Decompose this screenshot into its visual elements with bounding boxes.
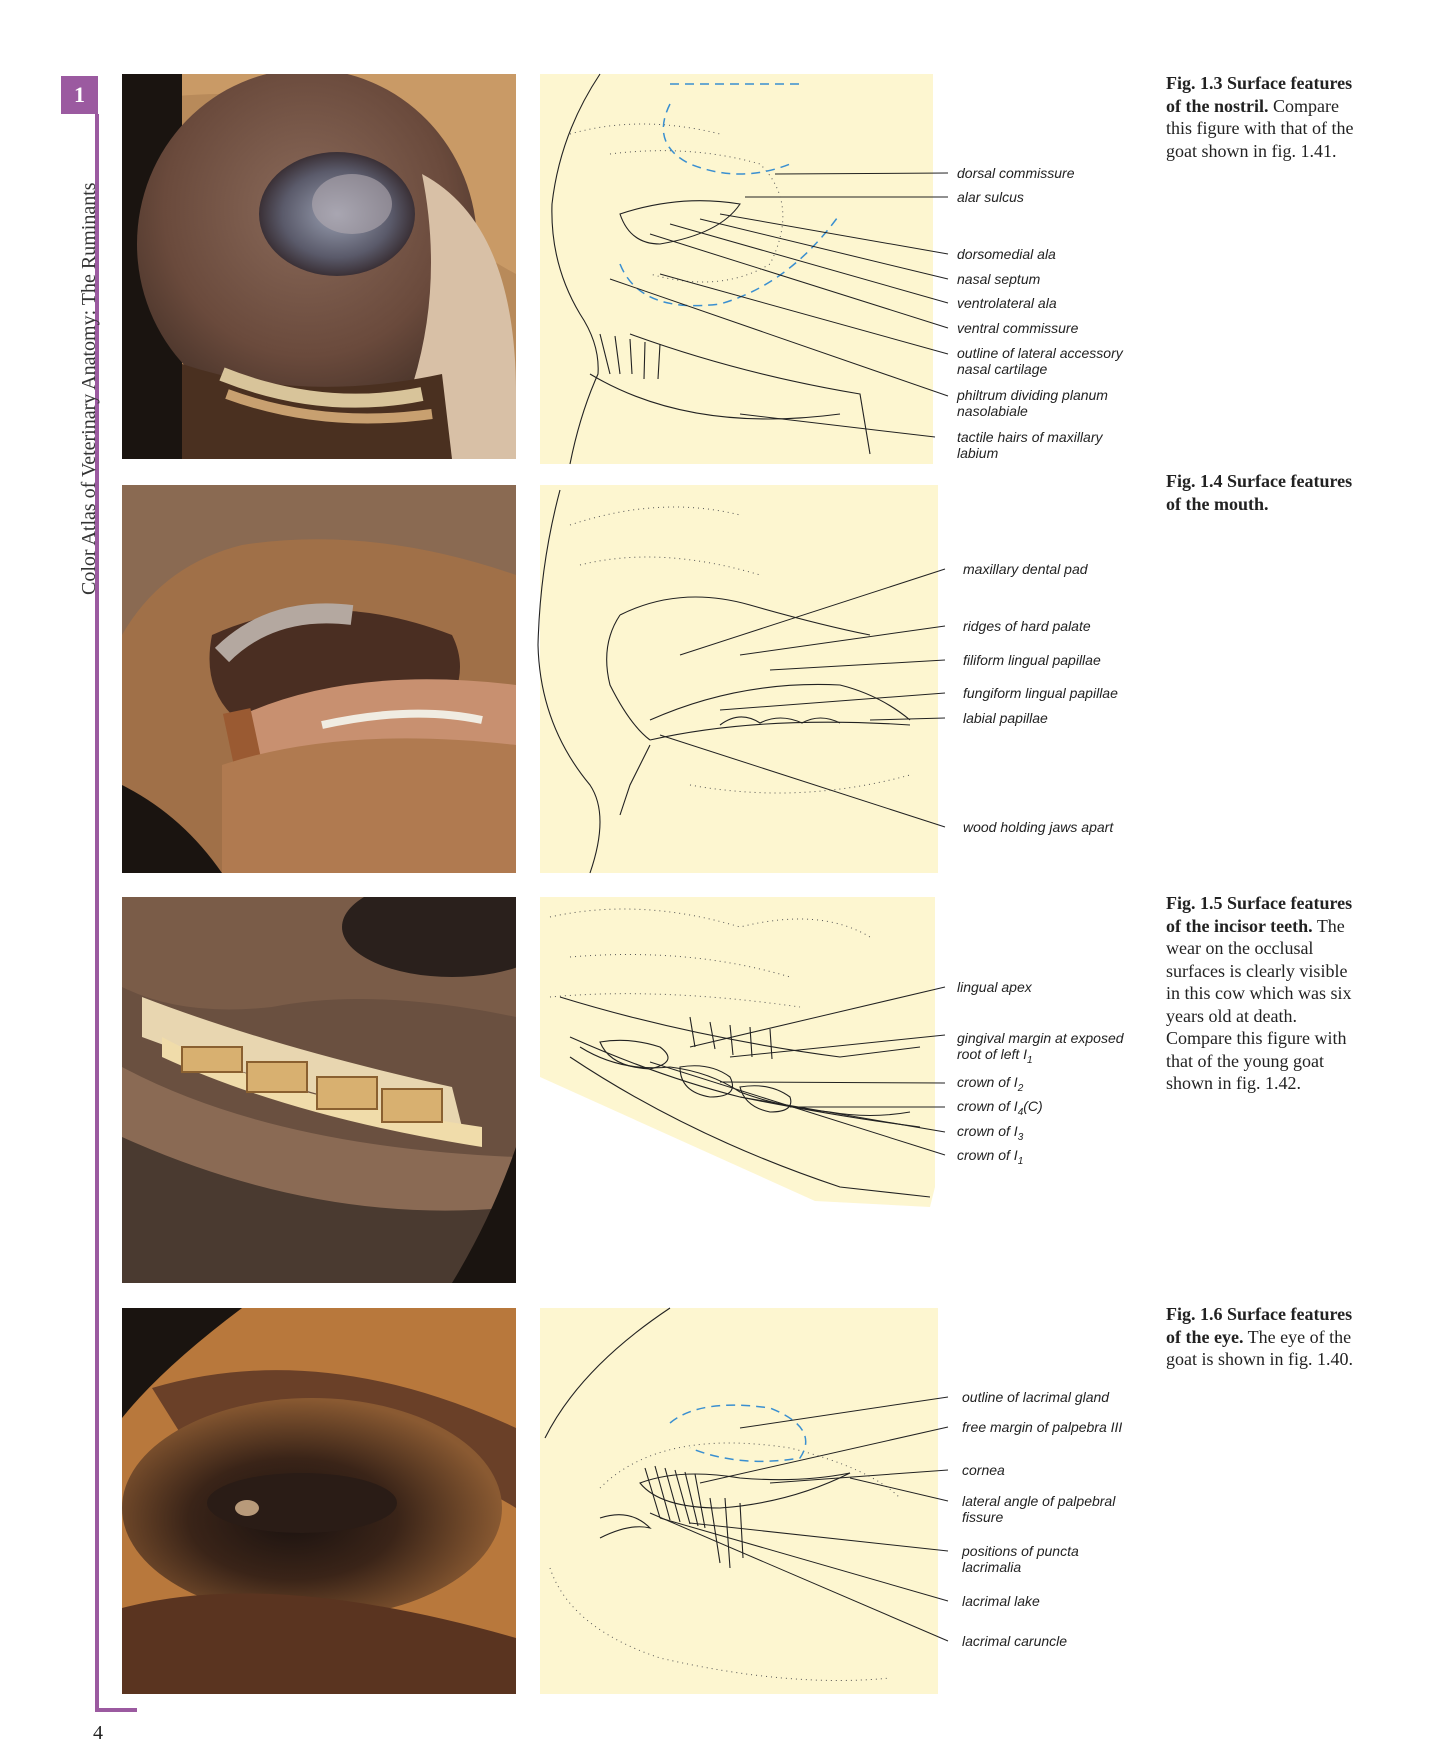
label-crown-i4c: [957, 1098, 1043, 1118]
drawing-incisors: [540, 897, 1160, 1297]
label-tactile-hairs: tactile hairs of maxillary: [957, 429, 1103, 445]
drawing-eye: [540, 1308, 1160, 1708]
label-lateral-angle: lateral angle of palpebral: [962, 1493, 1116, 1509]
drawing-nostril: [540, 74, 1160, 474]
caption-text: The eye of the goat is shown in fig. 1.40.: [1166, 1326, 1353, 1369]
label-fungiform-papillae: fungiform lingual papillae: [963, 685, 1118, 701]
label-text: root of left I: [957, 1046, 1028, 1062]
label-positions-puncta: positions of puncta: [962, 1543, 1079, 1559]
photo-incisors: [122, 897, 516, 1283]
label-cornea: cornea: [962, 1462, 1005, 1478]
caption-title: Fig. 1.4 Surface features of the mouth.: [1166, 471, 1353, 514]
label-nasolabiale: nasolabiale: [957, 403, 1028, 419]
caption-title: Fig. 1.6 Surface features of the eye.: [1166, 1304, 1353, 1347]
drawing-background: [540, 74, 933, 464]
running-head: Color Atlas of Veterinary Anatomy: The Ruminants: [78, 182, 100, 595]
label-lacrimalia: lacrimalia: [962, 1559, 1022, 1575]
label-gingival-margin: gingival margin at exposed: [957, 1030, 1124, 1046]
caption-fig-1-5: [1166, 892, 1361, 1095]
label-lingual-apex: lingual apex: [957, 979, 1032, 995]
label-labial-papillae: labial papillae: [963, 710, 1048, 726]
label-crown-i3: [957, 1123, 1024, 1143]
label-wood-holding-jaws: wood holding jaws apart: [963, 819, 1114, 835]
label-ventrolateral-ala: ventrolateral ala: [957, 295, 1057, 311]
label-nasal-cartilage: nasal cartilage: [957, 361, 1048, 377]
label-crown-i1: [957, 1147, 1023, 1167]
label-outline-lateral-accessory: outline of lateral accessory: [957, 345, 1123, 361]
caption-fig-1-3: [1166, 72, 1361, 162]
label-alar-sulcus: alar sulcus: [957, 189, 1024, 205]
label-lacrimal-lake: lacrimal lake: [962, 1593, 1040, 1609]
label-text: crown of I: [957, 1147, 1018, 1163]
label-dorsomedial-ala: dorsomedial ala: [957, 246, 1056, 262]
label-labium: labium: [957, 445, 999, 461]
label-maxillary-dental-pad: maxillary dental pad: [963, 561, 1088, 577]
label-fissure: fissure: [962, 1509, 1004, 1525]
label-outline-lacrimal-gland: outline of lacrimal gland: [962, 1389, 1110, 1405]
caption-title: Fig. 1.3 Surface features of the nostril.: [1166, 73, 1353, 116]
photo-mouth: [122, 485, 516, 873]
label-suffix: (C): [1023, 1098, 1043, 1114]
label-subscript: 3: [1017, 1132, 1024, 1143]
caption-text: The wear on the occlusal surfaces is clearly visible in this cow which was six years old at death. Compare this figure with that of the young goat shown in fig. 1.42.: [1166, 915, 1352, 1093]
label-nasal-septum: nasal septum: [957, 271, 1041, 287]
label-subscript: 4: [1017, 1107, 1024, 1118]
photo-eye: [122, 1308, 516, 1694]
caption-fig-1-6: [1166, 1303, 1361, 1371]
label-root-left-i1: [957, 1046, 1033, 1066]
label-dorsal-commissure: dorsal commissure: [957, 165, 1075, 181]
label-subscript: 1: [1027, 1055, 1033, 1066]
chapter-number-tab: 1: [61, 76, 98, 114]
caption-text: Compare this figure with that of the goat shown in fig. 1.41.: [1166, 95, 1354, 161]
label-subscript: 2: [1017, 1083, 1024, 1094]
caption-title: Fig. 1.5 Surface features of the incisor teeth.: [1166, 893, 1353, 936]
label-free-margin-palpebra: free margin of palpebra III: [962, 1419, 1123, 1435]
label-philtrum: philtrum dividing planum: [957, 387, 1108, 403]
label-ventral-commissure: ventral commissure: [957, 320, 1079, 336]
label-ridges-hard-palate: ridges of hard palate: [963, 618, 1091, 634]
label-text: crown of I: [957, 1123, 1018, 1139]
chapter-spine-foot: [95, 1708, 137, 1712]
drawing-mouth: [540, 485, 1160, 885]
label-text: crown of I: [957, 1074, 1018, 1090]
label-text: crown of I: [957, 1098, 1018, 1114]
label-crown-i2: [957, 1074, 1024, 1094]
page-number: 4: [93, 1722, 103, 1744]
caption-fig-1-4: [1166, 470, 1361, 515]
label-filiform-papillae: filiform lingual papillae: [963, 652, 1101, 668]
label-lacrimal-caruncle: lacrimal caruncle: [962, 1633, 1068, 1649]
label-subscript: 1: [1017, 1156, 1024, 1167]
drawing-background: [540, 1308, 938, 1694]
photo-nostril: [122, 74, 516, 459]
